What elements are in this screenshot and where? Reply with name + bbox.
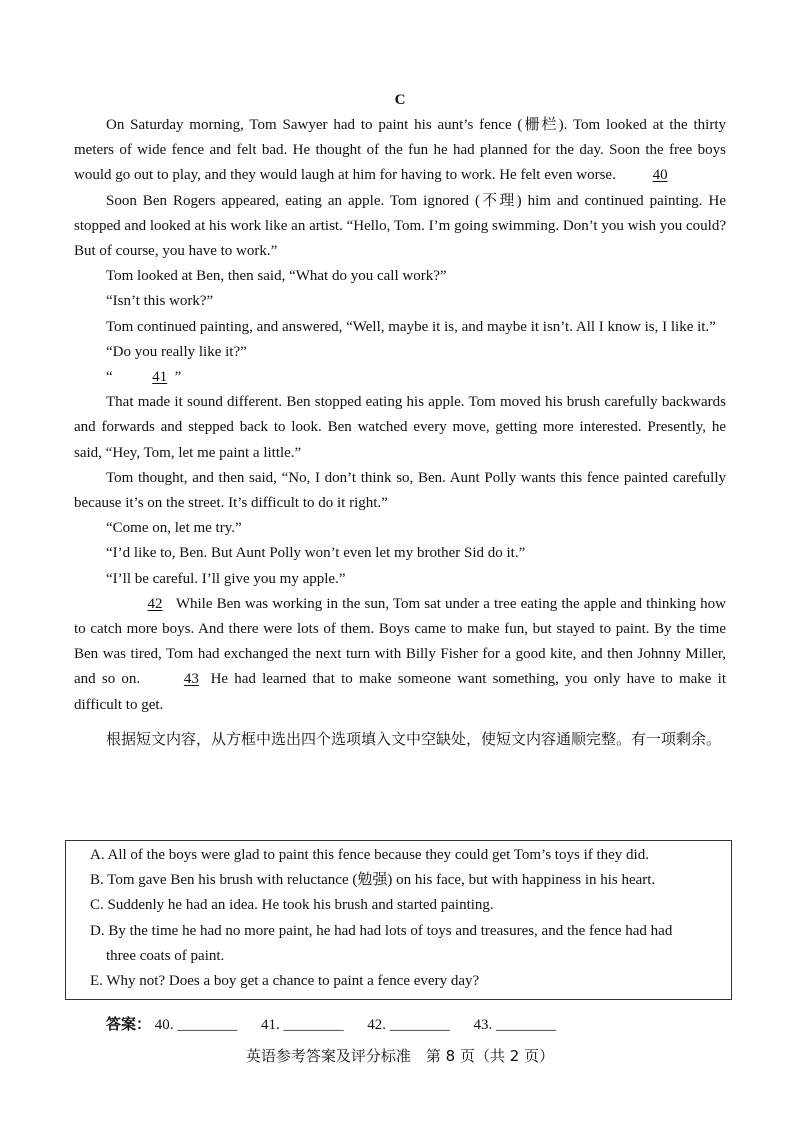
answer-42[interactable]: 42. ________ — [367, 1017, 450, 1033]
option-e: E. Why not? Does a boy get a chance to paint a fence every day? — [90, 973, 480, 990]
paragraph-13-end: He had learned that to make someone want something, you only have to make it difficult to get. — [74, 671, 727, 713]
paragraph-13 — [74, 592, 726, 718]
blank-40: 40 — [652, 167, 668, 184]
paragraph-6: “Do you really like it?” — [106, 343, 247, 360]
blank-42: 42 — [147, 595, 163, 612]
answer-43[interactable]: 43. ________ — [473, 1017, 557, 1033]
option-b: B. Tom gave Ben his brush with reluctance (勉强) on his face, but with happiness in his heart. — [90, 872, 656, 889]
answer-40[interactable]: 40. ________ — [154, 1017, 238, 1033]
paragraph-13-text: While Ben was working in the sun, Tom sat under a tree eating the apple and thinking how to catch more boys. And there were lots of them. Boys came to make fun, but stayed to paint. By the time Ben was tired, Tom had exchanged the next turn with Billy Fisher for a good kite, and then Johnny Miller, and so on. — [74, 595, 726, 688]
passage-page — [74, 88, 726, 752]
paragraph-3: Tom looked at Ben, then said, “What do you call work?” — [106, 268, 447, 285]
paragraph-9: Tom thought, and then said, “No, I don’t think so, Ben. Aunt Polly wants this fence painted carefully because it’s on the street. It’s difficult to do it right.” — [74, 469, 726, 512]
section-title: C — [394, 92, 406, 108]
page-footer: 英语参考答案及评分标准 第 8 页（共 2 页） — [245, 1047, 555, 1065]
blank-43: 43 — [183, 671, 199, 688]
paragraph-8: That made it sound different. Ben stopped eating his apple. Tom moved his brush carefully backwards and forwards and stepped back to look. Ben watched every move, getting more interested. Presently, he said, “Hey, Tom, let me paint a little.” — [74, 394, 726, 461]
paragraph-5: Tom continued painting, and answered, “Well, maybe it is, and maybe it isn’t. All I know is, I like it.” — [106, 318, 716, 335]
paragraph-1-text: On Saturday morning, Tom Sawyer had to paint his aunt’s fence (栅栏). Tom looked at the thirty meters of wide fence and felt bad. He thought of the fun he had planned for the day. Soon the free boys would go out to play, and they would laugh at him for having to work. He felt even worse. — [74, 117, 726, 184]
answer-41[interactable]: 41. ________ — [261, 1017, 344, 1033]
answer-line — [106, 1013, 576, 1036]
option-d: D. By the time he had no more paint, he had had lots of toys and treasures, and the fence had had — [90, 922, 673, 939]
option-d-continued: three coats of paint. — [106, 947, 225, 964]
paragraph-10: “Come on, let me try.” — [106, 520, 242, 537]
paragraph-7 — [74, 365, 726, 390]
paragraph-2: Soon Ben Rogers appeared, eating an apple. Tom ignored (不理) him and continued painting. He stopped and looked at his work like an artist. “Hello, Tom. I’m going swimming. Don’t you wish you could? But of course, you have to work.” — [74, 192, 726, 260]
paragraph-4: “Isn’t this work?” — [106, 293, 214, 310]
close-quote: ” — [174, 369, 182, 386]
open-quote: “ — [106, 369, 113, 386]
option-a: A. All of the boys were glad to paint this fence because they could get Tom’s toys if they did. — [90, 847, 649, 863]
paragraph-11: “I’d like to, Ben. But Aunt Polly won’t even let my brother Sid do it.” — [106, 545, 526, 562]
answer-label: 答案： — [106, 1015, 152, 1033]
instruction-text: 根据短文内容，从方框中选出四个选项填入文中空缺处，使短文内容通顺完整。有一项剩余。 — [106, 729, 722, 748]
paragraph-1 — [74, 113, 726, 189]
blank-41: 41 — [152, 369, 168, 386]
option-c: C. Suddenly he had an idea. He took his brush and started painting. — [90, 897, 494, 914]
paragraph-12: “I’ll be careful. I’ll give you my apple.” — [106, 570, 346, 587]
options-box — [65, 840, 732, 1000]
